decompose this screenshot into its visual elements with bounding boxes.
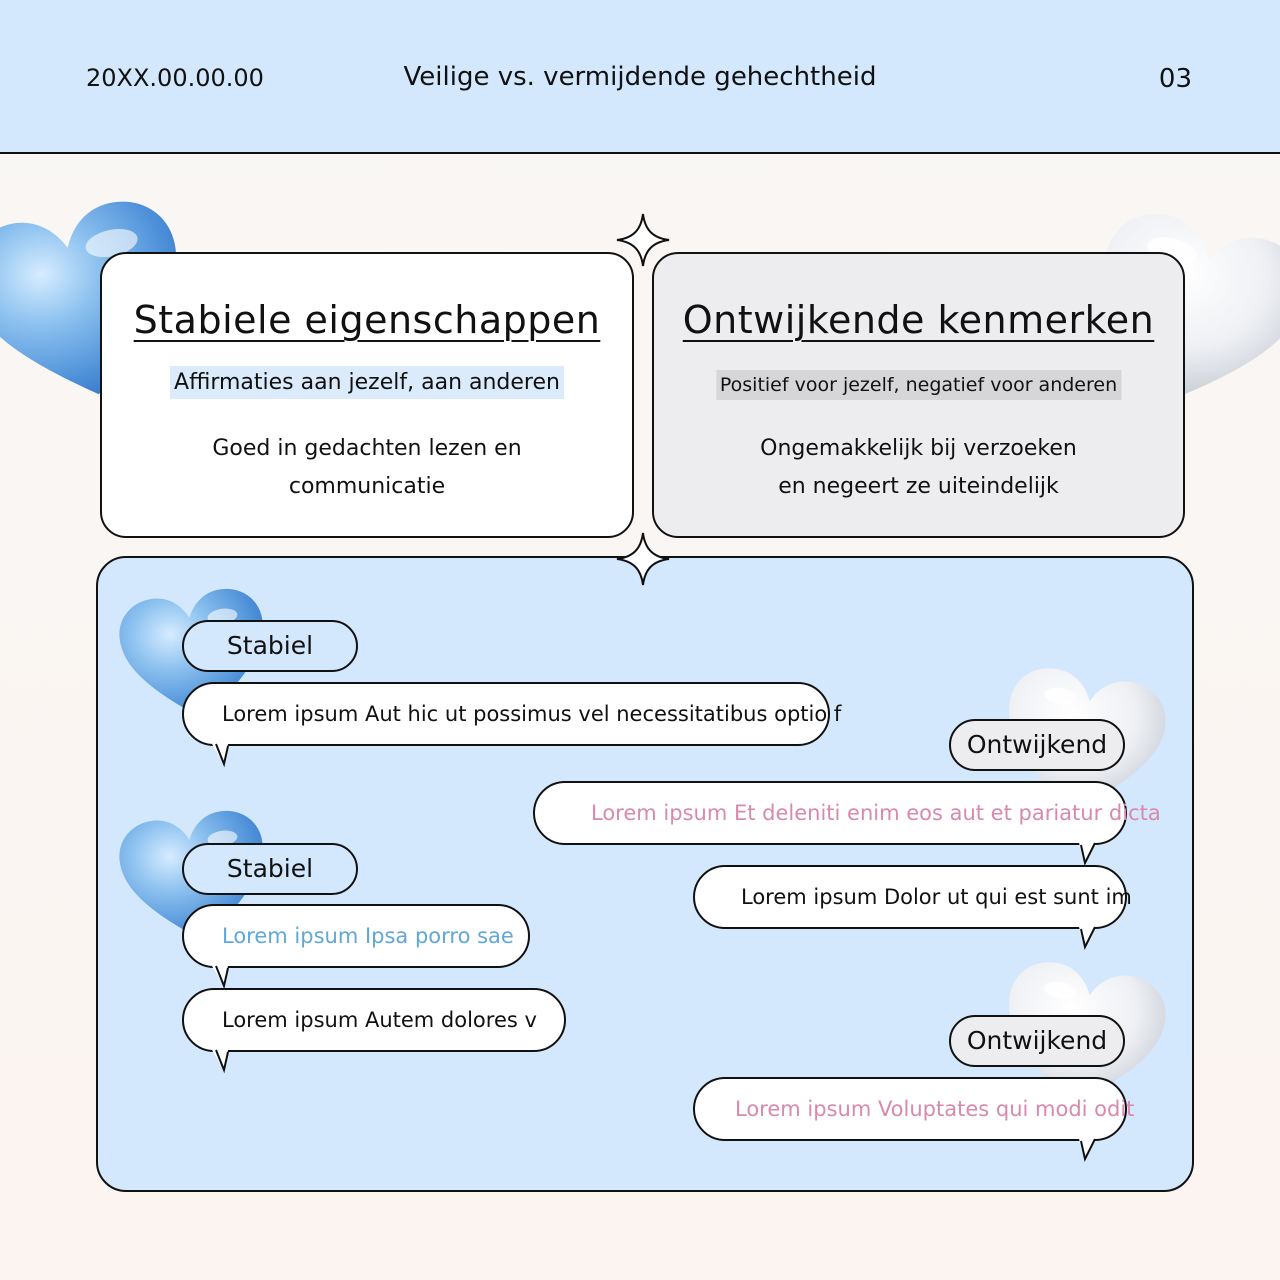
stable-traits-line-1: Goed in gedachten lezen en bbox=[212, 436, 522, 461]
chat-message-6-text: Lorem ipsum Voluptates qui modi odit bbox=[735, 1097, 1135, 1121]
bubble-tail-icon bbox=[212, 1050, 236, 1072]
chat-message-1-text: Lorem ipsum Aut hic ut possimus vel necessitatibus optio f bbox=[222, 702, 842, 726]
stable-traits-highlight: Affirmaties aan jezelf, aan anderen bbox=[170, 366, 564, 399]
sparkle-icon bbox=[615, 212, 671, 268]
bubble-tail-icon bbox=[212, 966, 236, 988]
avoidant-tag-2: Ontwijkend bbox=[949, 1015, 1125, 1067]
chat-message-2-text: Lorem ipsum Et deleniti enim eos aut et pariatur dicta bbox=[591, 801, 1161, 825]
chat-message-6 bbox=[693, 1077, 1135, 1141]
chat-message-4-text: Lorem ipsum Ipsa porro sae bbox=[222, 924, 514, 948]
bubble-tail-icon bbox=[212, 744, 236, 766]
stable-tag-1: Stabiel bbox=[182, 620, 358, 672]
chat-message-3 bbox=[693, 865, 1132, 929]
avoidant-traits-card bbox=[652, 252, 1185, 538]
stable-tag-2: Stabiel bbox=[182, 843, 358, 895]
stable-traits-line-2: communicatie bbox=[288, 474, 446, 499]
sparkle-icon bbox=[615, 531, 671, 587]
chat-message-5-text: Lorem ipsum Autem dolores v bbox=[222, 1008, 537, 1032]
bubble-tail-icon bbox=[1075, 927, 1099, 949]
chat-panel bbox=[96, 556, 1194, 1192]
avoidant-tag-1: Ontwijkend bbox=[949, 719, 1125, 771]
chat-message-5 bbox=[182, 988, 566, 1052]
stable-traits-card bbox=[100, 252, 634, 538]
chat-message-1 bbox=[182, 682, 842, 746]
chat-message-2 bbox=[533, 781, 1161, 845]
header-title: Veilige vs. vermijdende gehechtheid bbox=[403, 62, 877, 92]
chat-message-3-text: Lorem ipsum Dolor ut qui est sunt im bbox=[741, 885, 1132, 909]
header-bar bbox=[0, 0, 1280, 154]
avoidant-traits-body bbox=[654, 430, 1183, 506]
header-date: 20XX.00.00.00 bbox=[86, 64, 264, 92]
chat-message-4 bbox=[182, 904, 530, 968]
page-number: 03 bbox=[1158, 64, 1192, 94]
avoidant-traits-title: Ontwijkende kenmerken bbox=[682, 298, 1155, 342]
stable-traits-body bbox=[102, 430, 632, 506]
avoidant-traits-line-2: en negeert ze uiteindelijk bbox=[778, 474, 1059, 499]
avoidant-traits-highlight: Positief voor jezelf, negatief voor anderen bbox=[716, 370, 1121, 400]
avoidant-traits-line-1: Ongemakkelijk bij verzoeken bbox=[760, 436, 1077, 461]
bubble-tail-icon bbox=[1075, 1139, 1099, 1161]
stable-traits-title: Stabiele eigenschappen bbox=[133, 298, 601, 342]
bubble-tail-icon bbox=[1075, 843, 1099, 865]
